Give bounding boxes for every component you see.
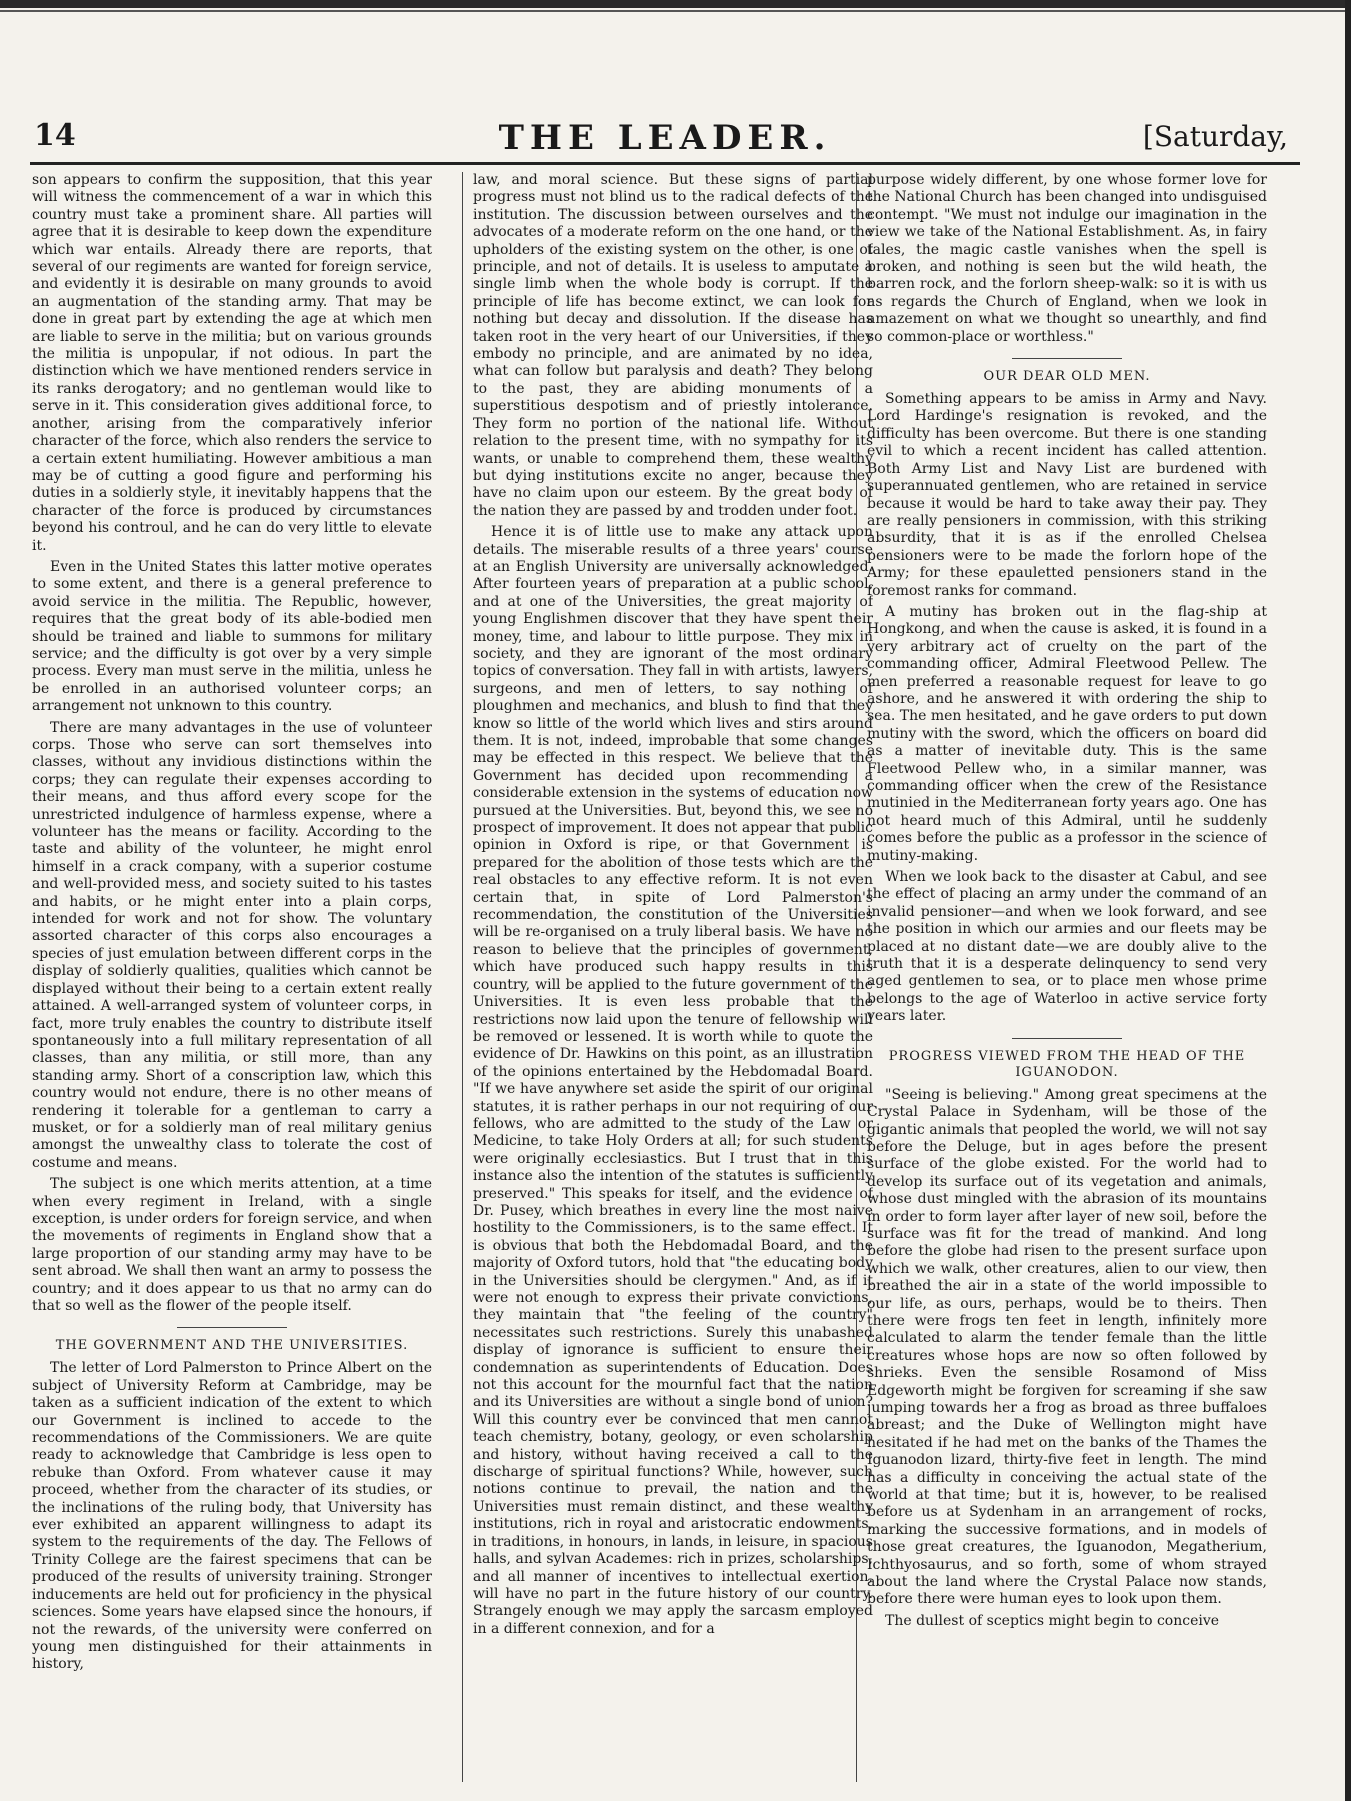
paragraph: Even in the United States this latter motive operates to some extent, and there is a general preference to avoid service in the militia. The Republic, however, requires that the great body of its able-bodied men should be trained and liable to summons for military service; and the difficulty is got over by a very simple process. Every man must serve in the militia, unless he be enrolled in an authorised volunteer corps; an arrangement not unknown to this country.	[32, 558, 432, 715]
column-2	[473, 172, 873, 1782]
section-divider	[177, 1327, 287, 1328]
paragraph: There are many advantages in the use of volunteer corps. Those who serve can sort themselves into classes, without any invidious distinctions within the corps; they can regulate their expenses according to their means, and thus afford every scope for the unrestricted indulgence of harmless expense, where a volunteer has the means or facility. According to the taste and ability of the volunteer, he might enrol himself in a crack company, with a superior costume and well-provided mess, and society suited to his tastes and habits, or he might enter into a plain corps, intended for work and not for show. The voluntary assorted character of this corps also encourages a species of just emulation between different corps in the display of soldierly qualities, qualities which cannot be displayed without their being to a certain extent really attained. A well-arranged system of volunteer corps, in fact, more truly enables the country to distribute itself spontaneously into a full military representation of all classes, than any militia, or still more, than any standing army. Short of a conscription law, which this country would not endure, there is no other means of rendering it tolerable for a gentleman to carry a musket, or for a soldierly man of real military genius amongst the unwealthy class to tolerate the cost of costume and means.	[32, 719, 432, 1171]
article-heading: THE GOVERNMENT AND THE UNIVERSITIES.	[55, 1338, 409, 1354]
page-edge	[1345, 0, 1351, 1801]
top-border-thin	[0, 10, 1351, 12]
paragraph: The subject is one which merits attention, at a time when every regiment in Ireland, with a single exception, is under orders for foreign service, and when the movements of regiments in England show that a large proportion of our standing army may have to be sent abroad. We shall then want an army to possess the country; and it does appear to us that no army can do that so well as the flower of the people itself.	[32, 1176, 432, 1314]
article-heading: OUR DEAR OLD MEN.	[983, 369, 1151, 385]
paragraph: Something appears to be amiss in Army and Navy. Lord Hardinge's resignation is revoked, and the difficulty has been overcome. But there is one standing evil to which a recent incident has called attention. Both Army List and Navy List are burdened with superannuated gentlemen, who are retained in service because it would be hard to take away their pay. They are really pensioners in commission, with this striking absurdity, that it is as if the enrolled Chelsea pensioners were to be made the forlorn hope of the Army; for these epauletted pensioners stand in the foremost ranks for command.	[867, 391, 1267, 599]
paragraph: Hence it is of little use to make any attack upon details. The miserable results of a three years' course at an English University are universally acknowledged. After fourteen years of preparation at a public school, and at one of the Universities, the great majority of young Englishmen discover that they have spent their money, time, and labour to little purpose. They mix in society, and they are ignorant of the most ordinary topics of conversation. They fall in with artists, lawyers, surgeons, and men of letters, to say nothing of ploughmen and mechanics, and blush to find that they know so little of the world which lives and stirs around them. It is not, indeed, improbable that some changes may be effected in this respect. We believe that the Government has decided upon recommending a considerable extension in the systems of education now pursued at the Universities. But, beyond this, we see no prospect of improvement. It does not appear that public opinion in Oxford is ripe, or that Government is prepared for the abolition of those tests which are the real obstacles to any effective reform. It is not even certain that, in spite of Lord Palmerston's recommendation, the constitution of the Universities will be re-organised on a truly liberal basis. We have no reason to believe that the principles of government, which have produced such happy results in this country, will be applied to the future government of the Universities. It is even less probable that the restrictions now laid upon the tenure of fellowship will be removed or lessened. It is worth while to quote the evidence of Dr. Hawkins on this point, as an illustration of the opinions entertained by the Hebdomadal Board. "If we have anywhere set aside the spirit of our original statutes, it is rather perhaps in our not requiring of our fellows, who are admitted to the study of the Law or Medicine, to take Holy Orders at all; for such students were originally ecclesiastics. But I trust that in this instance also the intention of the statutes is sufficiently preserved." This speaks for itself, and the evidence of Dr. Pusey, which breathes in every line the most naive hostility to the Commissioners, is to the same effect. It is obvious that both the Hebdomadal Board, and the majority of Oxford tutors, hold that "the educating body in the Universities should be clergymen." And, as if it were not enough to express their private convictions, they maintain that "the feeling of the country" necessitates such restrictions. Surely this unabashed display of ignorance is sufficient to ensure their condemnation as superintendents of Education. Does not this account for the mournful fact that the nation and its Universities are without a single bond of union? Will this country ever be convinced that men cannot teach chemistry, botany, geology, or even scholarship and history, without having received a call to the discharge of spiritual functions? While, however, such notions continue to prevail, the nation and the Universities must remain distinct, and these wealthy institutions, rich in royal and aristocratic endowments, in traditions, in honours, in lands, in leisure, in spacious halls, and sylvan Academes: rich in prizes, scholarships, and all manner of incentives to intellectual exertion, will have no part in the future history of our country. Strangely enough we may apply the sarcasm employed in a different connexion, and for a	[473, 524, 873, 1637]
header-rule	[30, 162, 1300, 165]
column-separator	[462, 172, 463, 1782]
page-number: 14	[34, 118, 76, 153]
article-heading: PROGRESS VIEWED FROM THE HEAD OF THE IGUANODON.	[888, 1048, 1246, 1080]
paragraph: "Seeing is believing." Among great specimens at the Crystal Palace in Sydenham, will be those of the gigantic animals that peopled the world, we will not say before the Deluge, but in ages before the present surface of the globe existed. For the world had to develop its surface out of its vegetation and animals, whose dust mingled with the abrasion of its mountains in order to form layer after layer of new soil, before the surface was fit for the tread of mankind. And long before the globe had risen to the present surface upon which we walk, other creatures, alien to our view, then breathed the air in a state of the world impossible to our life, as ours, perhaps, would be to theirs. Then there were frogs ten feet in length, infinitely more calculated to alarm the tender female than the little creatures whose hops are now so often followed by shrieks. Even the sensible Rosamond of Miss Edgeworth might be forgiven for screaming if she saw jumping towards her a frog as broad as three buffaloes abreast; and the Duke of Wellington might have hesitated if he had met on the banks of the Thames the Iguanodon lizard, thirty-five feet in length. The mind has a difficulty in conceiving the actual state of the world at that time; but it is, however, to be realised before us at Sydenham in an arrangement of rocks, marking the successive formations, and in models of those great creatures, the Iguanodon, Megatherium, Ichthyosaurus, and so forth, some of whom strayed about the land where the Crystal Palace now stands, before there were human eyes to look upon them.	[867, 1086, 1267, 1608]
section-divider	[1012, 1038, 1122, 1039]
paragraph: son appears to confirm the supposition, that this year will witness the commencement of a war in which this country must take a prominent share. All parties will agree that it is desirable to keep down the expenditure which war entails. Already there are reports, that several of our regiments are wanted for foreign service, and evidently it is desirable on many grounds to avoid an augmentation of the standing army. That may be done in great part by extending the age at which men are liable to serve in the militia; but on various grounds the militia is unpopular, if not odious. In part the distinction which we have mentioned renders service in its ranks derogatory; and no gentleman would like to serve in it. This consideration gives additional force, to another, arising from the comparatively inferior character of the force, which also renders the service to a certain extent humiliating. However ambitious a man may be of cutting a good figure and performing his duties in a soldierly style, it inevitably happens that the character of the force is produced by circumstances beyond his controul, and he can do very little to elevate it.	[32, 172, 432, 554]
column-1	[32, 172, 432, 1782]
section-divider	[1012, 358, 1122, 359]
paragraph: When we look back to the disaster at Cabul, and see the effect of placing an army under the command of an invalid pensioner—and when we look forward, and see the position in which our armies and our fleets may be placed at no distant date—we are doubly alive to the truth that it is a desperate delinquency to send very aged gentlemen to sea, or to place men whose prime belongs to the age of Waterloo in active service forty years later.	[867, 869, 1267, 1025]
paragraph: purpose widely different, by one whose former love for the National Church has been changed into undisguised contempt. "We must not indulge our imagination in the view we take of the National Establishment. As, in fairy tales, the magic castle vanishes when the spell is broken, and nothing is seen but the wild heath, the barren rock, and the forlorn sheep-walk: so it is with us as regards the Church of England, when we look in amazement on what we thought so unearthly, and find so common-place or worthless."	[867, 172, 1267, 345]
top-border	[0, 0, 1351, 8]
paragraph: The letter of Lord Palmerston to Prince Albert on the subject of University Reform at Cambridge, may be taken as a sufficient indication of the extent to which our Government is inclined to accede to the recommendations of the Commissioners. We are quite ready to acknowledge that Cambridge is less open to rebuke than Oxford. From whatever cause it may proceed, whether from the character of its studies, or the inclinations of the ruling body, that University has ever exhibited an apparent willingness to adapt its system to the requirements of the day. The Fellows of Trinity College are the fairest specimens that can be produced of the results of university training. Stronger inducements are held out for proficiency in the physical sciences. Some years have elapsed since the honours, if not the rewards, of the university were conferred on young men distinguished for their attainments in history,	[32, 1360, 432, 1673]
column-3	[867, 172, 1267, 1782]
masthead-title: THE LEADER.	[498, 118, 832, 158]
page-header	[30, 118, 1300, 158]
paragraph: law, and moral science. But these signs of partial progress must not blind us to the radical defects of the institution. The discussion between ourselves and the advocates of a moderate reform on the one hand, or the upholders of the existing system on the other, is one of principle, and not of details. It is useless to amputate a single limb when the whole body is corrupt. If the principle of life has become extinct, we can look for nothing but decay and dissolution. If the disease has taken root in the very heart of our Universities, if they embody no principle, and are animated by no idea, what can follow but paralysis and death? They belong to the past, they are abiding monuments of a superstitious despotism and of priestly intolerance. They form no portion of the national life. Without relation to the present time, with no sympathy for its wants, or unable to comprehend them, these wealthy but dying institutions excite no anger, because they have no claim upon our esteem. By the great body of the nation they are passed by and trodden under foot.	[473, 172, 873, 519]
paragraph: The dullest of sceptics might begin to conceive	[885, 1612, 1220, 1629]
issue-day: [Saturday,	[1142, 120, 1288, 153]
paragraph: A mutiny has broken out in the flag-ship at Hongkong, and when the cause is asked, it is found in a very arbitrary act of cruelty on the part of the commanding officer, Admiral Fleetwood Pellew. The men preferred a reasonable request for leave to go ashore, and he answered it with ordering the ship to sea. The men hesitated, and he gave orders to put down mutiny with the sword, which the officers on board did as a matter of inevitable duty. This is the same Fleetwood Pellew who, in a similar manner, was commanding officer when the crew of the Resistance mutinied in the Mediterranean forty years ago. One has not heard much of this Admiral, until he suddenly comes before the public as a professor in the science of mutiny-making.	[867, 603, 1267, 864]
